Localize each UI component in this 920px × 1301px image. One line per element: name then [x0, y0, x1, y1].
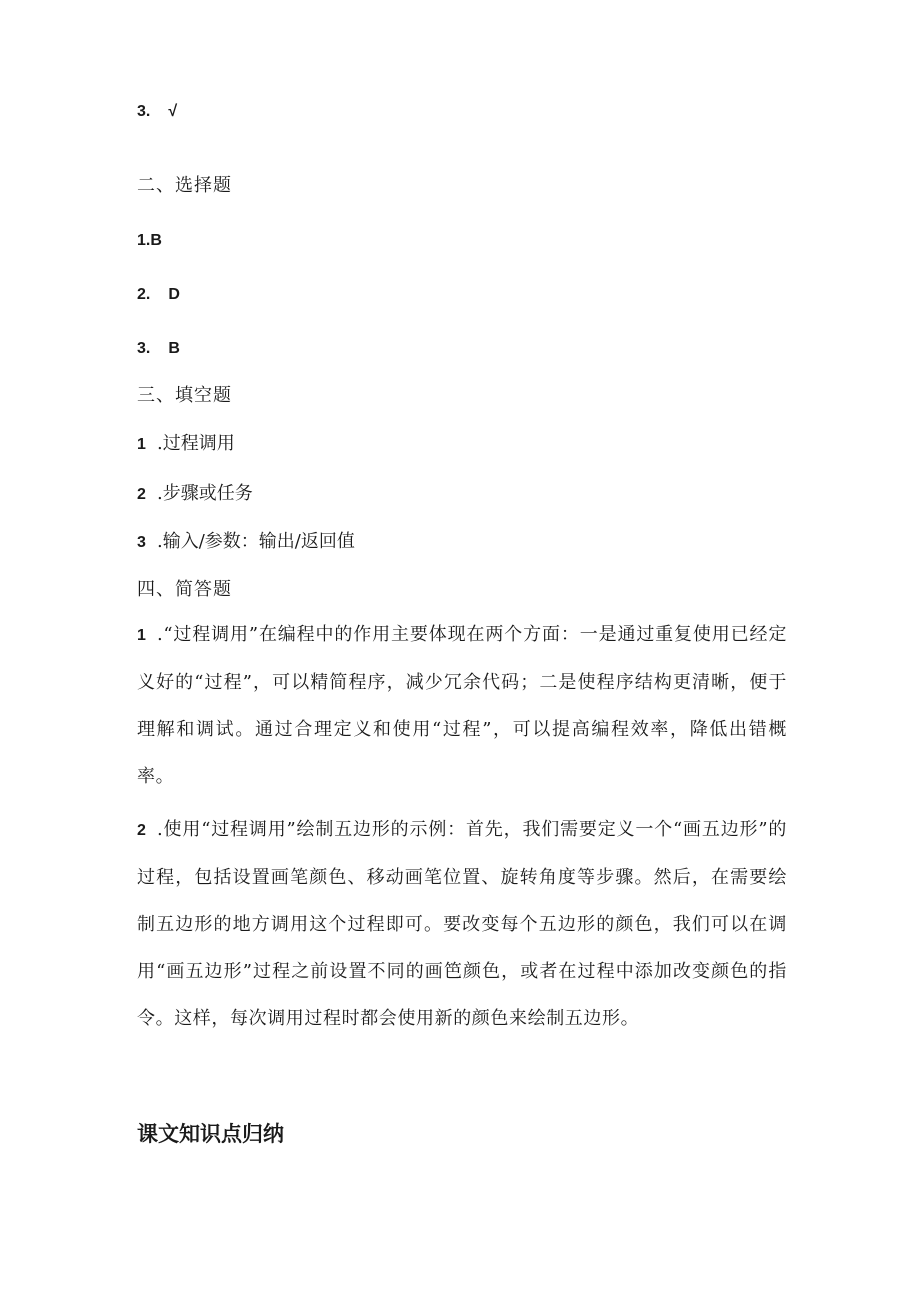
answer-number: 3. [137, 340, 151, 357]
answer-number: 1 [137, 627, 147, 644]
fill-answer-3 [137, 527, 355, 553]
short-answer-1 [137, 611, 787, 800]
fill-answer-1 [137, 429, 235, 455]
answer-value: B [168, 340, 180, 357]
answer-text: .“过程调用”在编程中的作用主要体现在两个方面：一是通过重复使用已经定义好的“过程”，可以精简程序，减少冗余代码；二是使程序结构更清晰，便于理解和调试。通过合理定义和使用“过程”，可以提高编程效率，降低出错概率。 [137, 624, 787, 787]
answer-text: .步骤或任务 [157, 483, 253, 504]
judgement-answer-3 [137, 103, 177, 121]
fill-answer-2 [137, 479, 253, 505]
choice-answer-2 [137, 286, 180, 304]
short-answer-heading: 四、简答题 [137, 579, 232, 600]
short-answer-2 [137, 806, 787, 1042]
choice-answer-3 [137, 340, 180, 358]
answer-text: .过程调用 [157, 433, 235, 454]
answer-text: .使用“过程调用”绘制五边形的示例：首先，我们需要定义一个“画五边形”的过程，包括设置画笔颜色、移动画笔位置、旋转角度等步骤。然后，在需要绘制五边形的地方调用这个过程即可。要改变每个五边形的颜色，我们可以在调用“画五边形”过程之前设置不同的画笆颜色，或者在过程中添加改变颜色的指令。这样，每次调用过程时都会使用新的颜色来绘制五边形。 [137, 819, 787, 1029]
answer-value: √ [168, 103, 178, 120]
answer-number: 2 [137, 486, 146, 503]
answer-number: 3 [137, 534, 146, 551]
answer-number: 1. [137, 232, 151, 249]
answer-text: .输入/参数：输出/返回值 [157, 531, 355, 552]
section-title: 课文知识点归纳 [137, 1122, 284, 1146]
answer-number: 1 [137, 436, 146, 453]
answer-value: D [168, 286, 180, 303]
fill-blank-heading: 三、填空题 [137, 385, 232, 406]
answer-number: 2. [137, 286, 151, 303]
answer-number: 2 [137, 822, 147, 839]
choice-answer-1 [137, 232, 162, 250]
answer-value: B [150, 232, 162, 249]
choice-heading: 二、选择题 [137, 175, 232, 196]
answer-number: 3. [137, 103, 151, 120]
